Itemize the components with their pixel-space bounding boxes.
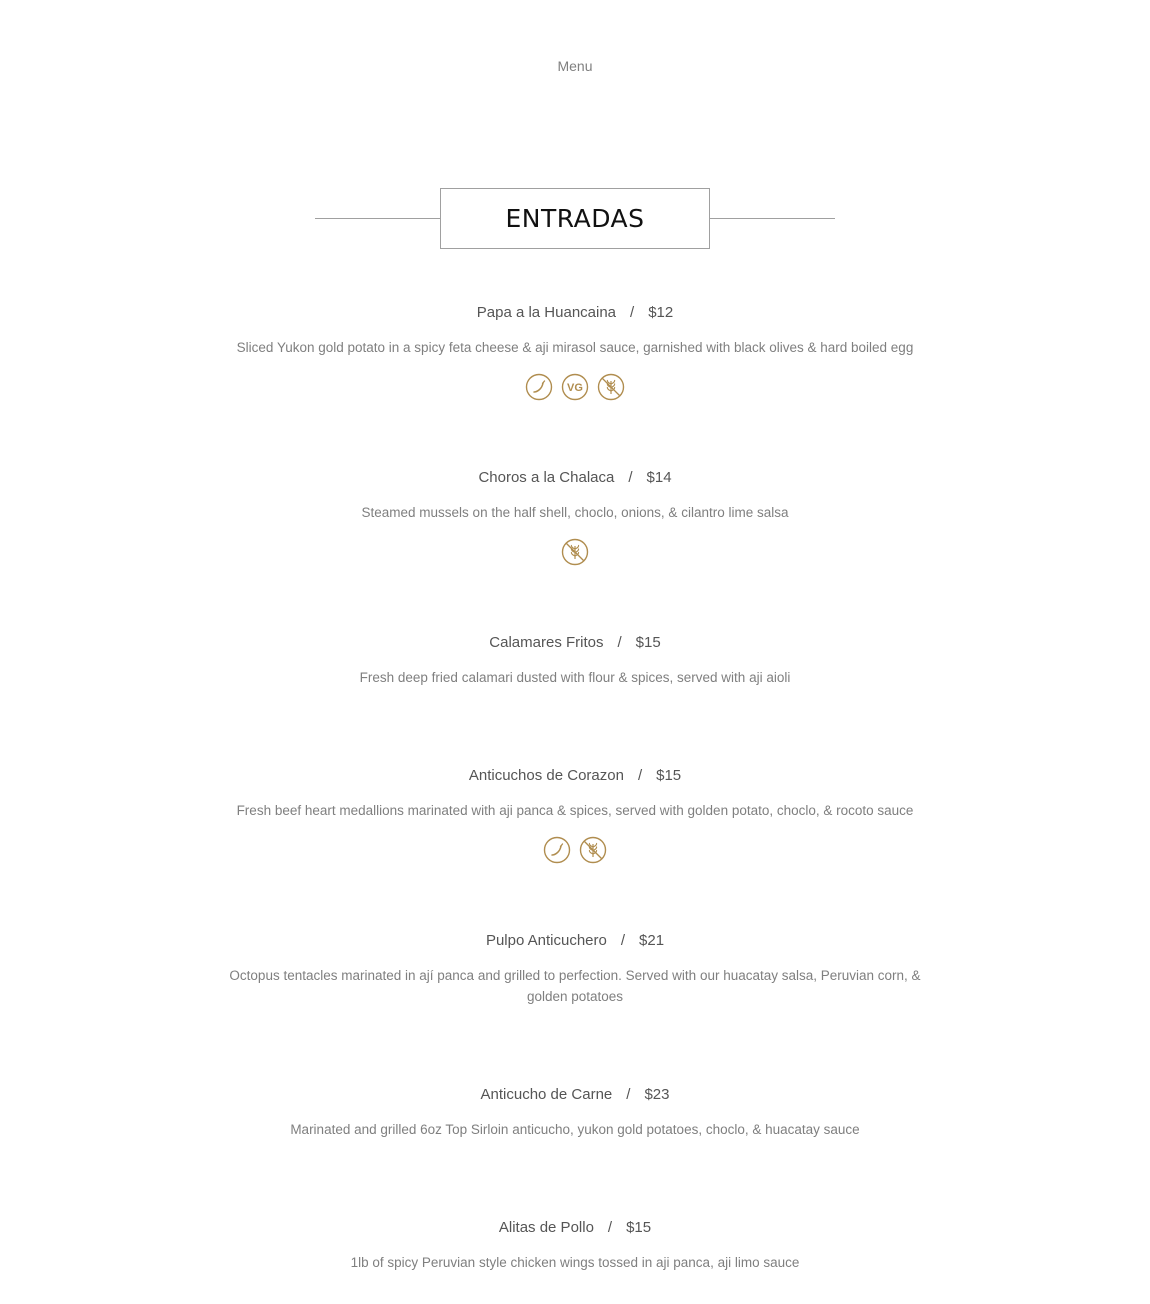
item-price: $21: [639, 932, 665, 949]
item-name: Choros a la Chalaca: [478, 469, 615, 486]
divider-right: [710, 218, 835, 219]
gluten-free-icon: [561, 538, 589, 566]
item-heading: [0, 633, 1150, 653]
menu-item: [0, 633, 1150, 688]
item-separator: /: [620, 932, 626, 949]
item-name: Alitas de Pollo: [498, 1219, 594, 1236]
section-header: [0, 188, 1150, 249]
item-name: Papa a la Huancaina: [476, 304, 617, 321]
item-name: Anticuchos de Corazon: [468, 767, 624, 784]
section-title: ENTRADAS: [505, 204, 645, 233]
item-separator: /: [637, 767, 643, 784]
gluten-free-icon: [597, 373, 625, 401]
menu-item: [0, 468, 1150, 567]
item-description: 1lb of spicy Peruvian style chicken wings tossed in aji panca, aji limo sauce: [350, 1255, 800, 1270]
item-description: Fresh beef heart medallions marinated with aji panca & spices, served with golden potato, choclo, & rocoto sauce: [236, 803, 914, 818]
item-price: $15: [656, 767, 682, 784]
item-price: $15: [626, 1219, 652, 1236]
item-separator: /: [626, 1086, 631, 1103]
item-name: Calamares Fritos: [489, 634, 604, 651]
item-description: Steamed mussels on the half shell, choclo, onions, & cilantro lime salsa: [361, 505, 789, 520]
item-separator: /: [630, 304, 635, 321]
item-description: Marinated and grilled 6oz Top Sirloin anticucho, yukon gold potatoes, choclo, & huacatay sauce: [290, 1122, 860, 1137]
spicy-icon: [543, 836, 571, 864]
item-price: $23: [644, 1086, 670, 1103]
menu-item: [0, 1218, 1150, 1273]
item-description: Sliced Yukon gold potato in a spicy feta cheese & aji mirasol sauce, garnished with black olives & hard boiled egg: [236, 340, 914, 355]
vegetarian-icon: [561, 373, 589, 401]
menu-item: [0, 931, 1150, 1007]
gluten-free-icon: [579, 836, 607, 864]
item-description: Octopus tentacles marinated in ají panca and grilled to perfection. Served with our huacatay salsa, Peruvian corn, & golden potatoes: [229, 968, 921, 1004]
item-separator: /: [628, 469, 633, 486]
item-name: Pulpo Anticuchero: [485, 932, 607, 949]
dietary-icons: [0, 373, 1150, 402]
item-heading: [0, 303, 1150, 323]
dietary-icons: [0, 836, 1150, 865]
menu-item: [0, 1085, 1150, 1140]
item-heading: [0, 931, 1150, 951]
item-heading: [0, 766, 1150, 786]
vg-label: VG: [567, 382, 583, 394]
nav-menu-link[interactable]: Menu: [557, 58, 593, 74]
item-heading: [0, 1085, 1150, 1105]
menu-item: [0, 303, 1150, 402]
item-description: Fresh deep fried calamari dusted with flour & spices, served with aji aioli: [359, 670, 791, 685]
menu-item: [0, 766, 1150, 865]
dietary-icons: [0, 538, 1150, 567]
item-heading: [0, 468, 1150, 488]
item-name: Anticucho de Carne: [480, 1086, 613, 1103]
section-title-box: [440, 188, 710, 249]
item-price: $12: [648, 304, 674, 321]
spicy-icon: [525, 373, 553, 401]
divider-left: [315, 218, 440, 219]
item-price: $15: [635, 634, 661, 651]
item-heading: [0, 1218, 1150, 1238]
item-separator: /: [607, 1219, 613, 1236]
item-separator: /: [617, 634, 622, 651]
item-price: $14: [646, 469, 672, 486]
